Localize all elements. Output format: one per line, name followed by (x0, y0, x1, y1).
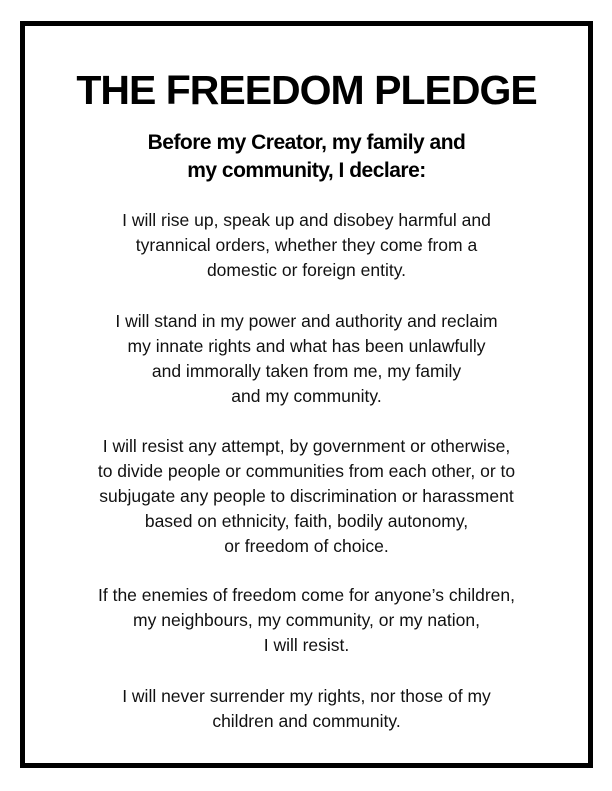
paragraph-line: or freedom of choice. (224, 536, 389, 556)
paragraph-line: I will resist. (263, 635, 350, 655)
paragraph-line: and my community. (231, 386, 382, 406)
subtitle-line: Before my Creator, my family and (147, 131, 466, 154)
subtitle-line: my community, I declare: (187, 159, 426, 182)
paragraph-line: subjugate any people to discrimination or harassment (99, 486, 514, 506)
declaration-heading (25, 129, 588, 185)
paragraph-line: I will stand in my power and authority and reclaim (115, 311, 498, 331)
paragraph-line: based on ethnicity, faith, bodily autonomy, (144, 511, 469, 531)
paragraph-line: and immorally taken from me, my family (151, 361, 462, 381)
pledge-paragraph-disobey (25, 208, 588, 283)
paragraph-line: my innate rights and what has been unlawfully (127, 336, 486, 356)
pledge-paragraph-resist-division (25, 434, 588, 559)
pledge-paragraph-never-surrender (25, 684, 588, 734)
paragraph-line: to divide people or communities from each other, or to (97, 461, 516, 481)
paragraph-line: I will rise up, speak up and disobey harmful and (122, 210, 491, 230)
paragraph-line: children and community. (212, 711, 401, 731)
paragraph-line: I will resist any attempt, by government or otherwise, (102, 436, 511, 456)
paragraph-line: domestic or foreign entity. (206, 260, 407, 280)
paragraph-line: tyrannical orders, whether they come from a (135, 235, 478, 255)
page-title: THE FREEDOM PLEDGE (76, 67, 537, 113)
paragraph-line: If the enemies of freedom come for anyone’s children, (98, 585, 515, 605)
pledge-paragraph-reclaim (25, 309, 588, 409)
paragraph-line: my neighbours, my community, or my nation, (133, 610, 480, 630)
paragraph-line: I will never surrender my rights, nor those of my (122, 686, 491, 706)
pledge-frame (20, 21, 593, 768)
pledge-paragraph-protect (25, 583, 588, 658)
